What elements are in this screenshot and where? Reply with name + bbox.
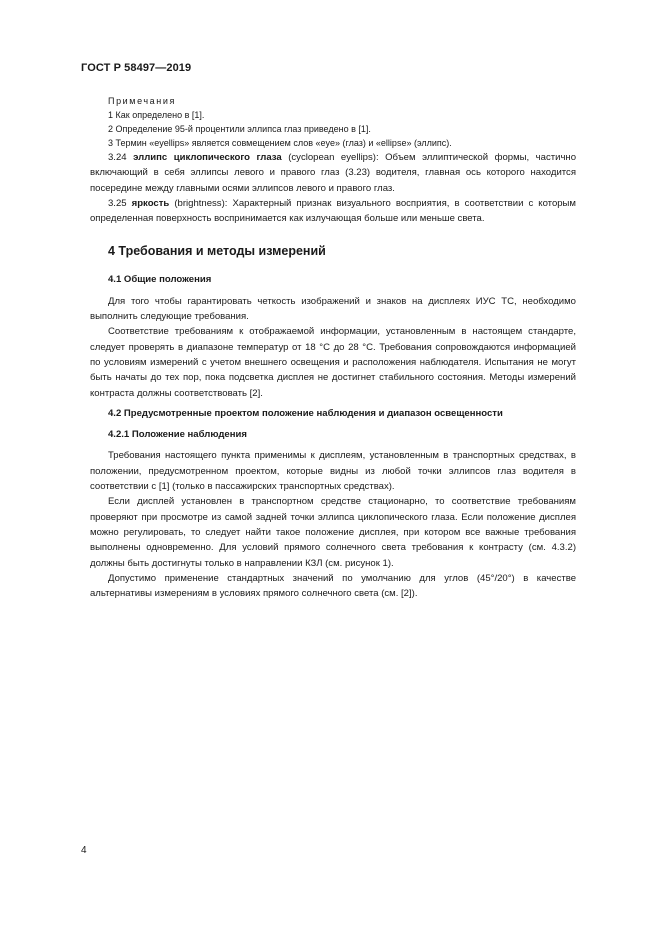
paragraph: Допустимо применение стандартных значений по умолчанию для углов (45°/20°) в качестве альтернативы измерениям в условиях прямого солнечного света (см. [2]).: [90, 572, 576, 600]
paragraph: Для того чтобы гарантировать четкость изображений и знаков на дисплеях ИУС ТС, необходимо выполнить следующие требования.: [90, 295, 576, 323]
definition-number: 3.24: [108, 152, 127, 163]
definition-3-24: [90, 150, 576, 196]
note-item-1: 1 Как определено в [1].: [108, 110, 205, 120]
paragraph: Требования настоящего пункта применимы к дисплеям, установленным в транспортных средствах, в положении, предусмотренном проектом, которые видны из любой точки эллипсов глаз водителя в соответствии с [1] (только в пассажирских транспортных средствах).: [90, 450, 576, 493]
definition-text: (brightness): Характерный признак визуального восприятия, в соответствии с которым определенная поверхность воспринимается как излучающая больше или меньше света.: [90, 197, 576, 225]
section-4-2-1-title: 4.2.1 Положение наблюдения: [108, 429, 247, 441]
notes-heading: Примечания: [108, 96, 176, 106]
definition-3-25: [90, 196, 576, 227]
paragraph: Если дисплей установлен в транспортном средстве стационарно, то соответствие требованиям проверяют при просмотре из самой задней точки эллипса циклопического глаза. Если положение дисплея можно регулировать, то следует найти такое положение дисплея, при котором все важные требования выполнены одновременно. Для условий прямого солнечного света требования к контрасту (см. 4.3.2) должны быть достигнуты только в направлении КЗЛ (см. рисунок 1).: [90, 496, 576, 569]
section-4-1-title: 4.1 Общие положения: [108, 274, 212, 286]
section-4-2-title: 4.2 Предусмотренные проектом положение наблюдения и диапазон освещенности: [108, 407, 503, 419]
page-content: [90, 94, 576, 601]
definition-term: яркость: [131, 197, 170, 209]
document-header: ГОСТ Р 58497—2019: [81, 62, 192, 74]
definition-term: эллипс циклопического глаза: [133, 152, 282, 163]
definition-text: (cyclopean eyellips): Объем эллиптической формы, частично включающий в себя эллипсы левого и правого глаз (3.23) водителя, главная ось которого находится посередине между главными осями эллипсов левого и правого глаз.: [90, 152, 576, 194]
definition-number: 3.25: [108, 197, 127, 209]
note-item-2: 2 Определение 95-й процентили эллипса глаз приведено в [1].: [108, 124, 371, 134]
section-4-title: 4 Требования и методы измерений: [108, 244, 326, 259]
note-item-3: 3 Термин «eyellips» является совмещением слов «eye» (глаз) и «ellipse» (эллипс).: [108, 138, 452, 148]
paragraph: Соответствие требованиям к отображаемой информации, установленным в настоящем стандарте, следует проверять в диапазоне температур от 18 °С до 28 °С. Требования сопровождаются информацией по условиям измерений с учетом внешнего освещения и расположения наблюдателя. Испытания не могут быть начаты до тех пор, пока подсветка дисплея не достигнет стабильного состояния. Методы измерений контраста должны соответствовать [2].: [90, 326, 576, 399]
page-number: 4: [81, 845, 87, 856]
